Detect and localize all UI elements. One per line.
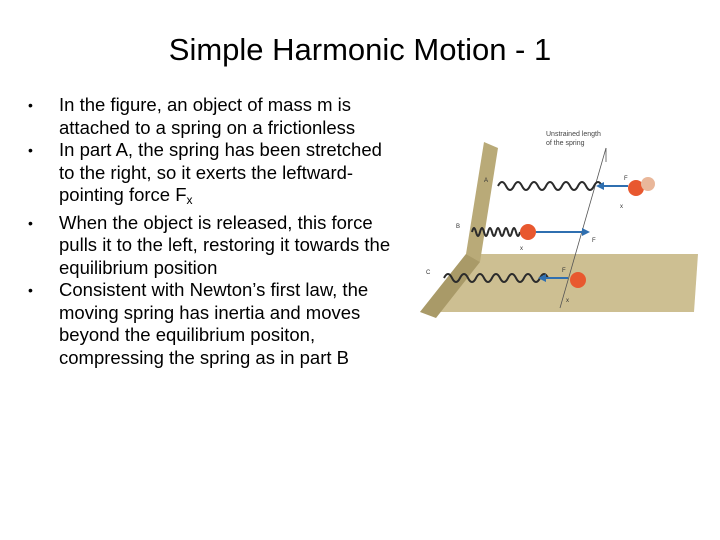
x-label-a: x (620, 204, 623, 210)
spring-a (498, 182, 602, 190)
bullet-icon: • (28, 282, 33, 298)
row-label-b: B (456, 224, 461, 230)
bullet-item (28, 94, 394, 139)
bullet-item (28, 139, 394, 212)
row-label-c: C (426, 270, 431, 276)
row-label-a: A (484, 178, 489, 184)
bullet-icon: • (28, 142, 33, 158)
mass-c (570, 272, 586, 288)
bullet-list (28, 94, 394, 369)
wall (466, 142, 498, 262)
bullet-text: Consistent with Newton’s first law, the moving spring has inertia and moves beyond the equilibrium positon, compressing the spring as in part B (59, 279, 369, 368)
spring-figure-svg (410, 122, 700, 318)
caption-line1: Unstrained length (546, 131, 601, 138)
bullet-text: In the figure, an object of mass m is attached to a spring on a frictionless (59, 94, 356, 138)
bullet-text: When the object is released, this force pulls it to the left, restoring it towards the equilibrium position (59, 211, 391, 278)
x-label-c: x (566, 298, 569, 304)
bullet-icon: • (28, 97, 33, 113)
hand-a (641, 177, 655, 191)
bullet-item (28, 279, 394, 369)
force-label-b: F (592, 238, 596, 244)
mass-b (520, 224, 536, 240)
force-subscript: x (186, 193, 193, 207)
slide-title: Simple Harmonic Motion - 1 (168, 32, 552, 67)
bullet-item (28, 212, 394, 280)
force-label-a: F (624, 176, 628, 182)
force-label-c: F (562, 268, 566, 274)
spring-figure (410, 122, 700, 318)
x-label-b: x (520, 246, 523, 252)
caption-line2: of the spring (546, 140, 585, 147)
force-arrowhead-b (582, 228, 590, 236)
bullet-icon: • (28, 214, 33, 231)
bullet-text: In part A, the spring has been stretched to the right, so it exerts the leftward-pointing force F (59, 139, 382, 205)
